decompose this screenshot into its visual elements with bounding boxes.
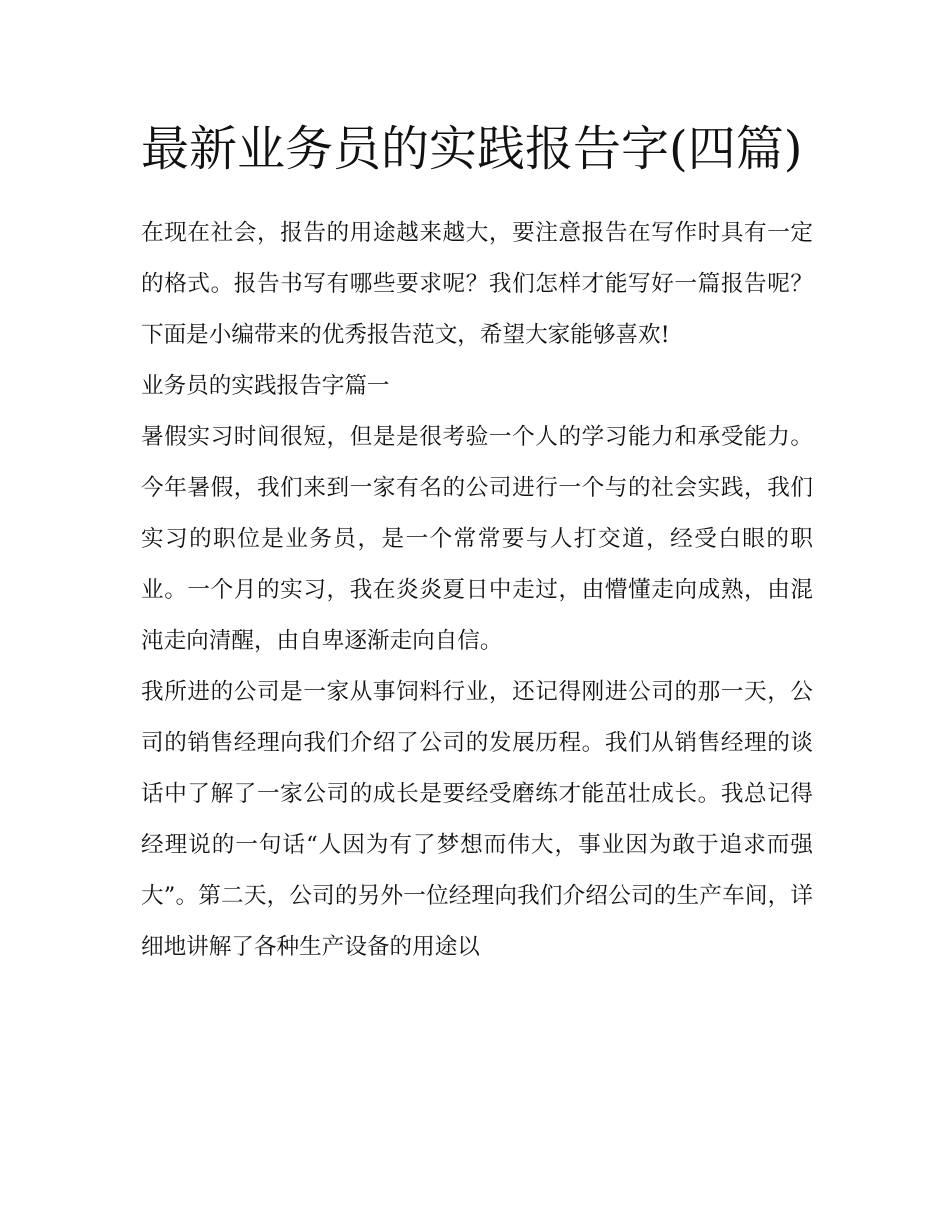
section-heading: 业务员的实践报告字篇一 xyxy=(141,373,390,399)
body-paragraph-2: 我所进的公司是一家从事饲料行业，还记得刚进公司的那一天，公司的销售经理向我们介绍了公司的发展历程。我们从销售经理的谈话中了解了一家公司的成长是要经受磨练才能茁壮成长。我总记得经理说的一句话“人因为有了梦想而伟大，事业因为敢于追求而强大”。第二天，公司的另外一位经理向我们介绍公司的生产车间，详细地讲解了各种生产设备的用途以 xyxy=(141,679,813,960)
document-page xyxy=(141,110,813,973)
document-title: 最新业务员的实践报告字(四篇) xyxy=(141,121,803,177)
intro-paragraph: 在现在社会，报告的用途越来越大，要注意报告在写作时具有一定的格式。报告书写有哪些要求呢？我们怎样才能写好一篇报告呢？下面是小编带来的优秀报告范文，希望大家能够喜欢! xyxy=(141,220,813,348)
body-paragraph-1: 暑假实习时间很短，但是是很考验一个人的学习能力和承受能力。今年暑假，我们来到一家有名的公司进行一个与的社会实践，我们实习的职位是业务员，是一个常常要与人打交道，经受白眼的职业。一个月的实习，我在炎炎夏日中走过，由懵懂走向成熟，由混沌走向清醒，由自卑逐渐走向自信。 xyxy=(141,424,813,654)
